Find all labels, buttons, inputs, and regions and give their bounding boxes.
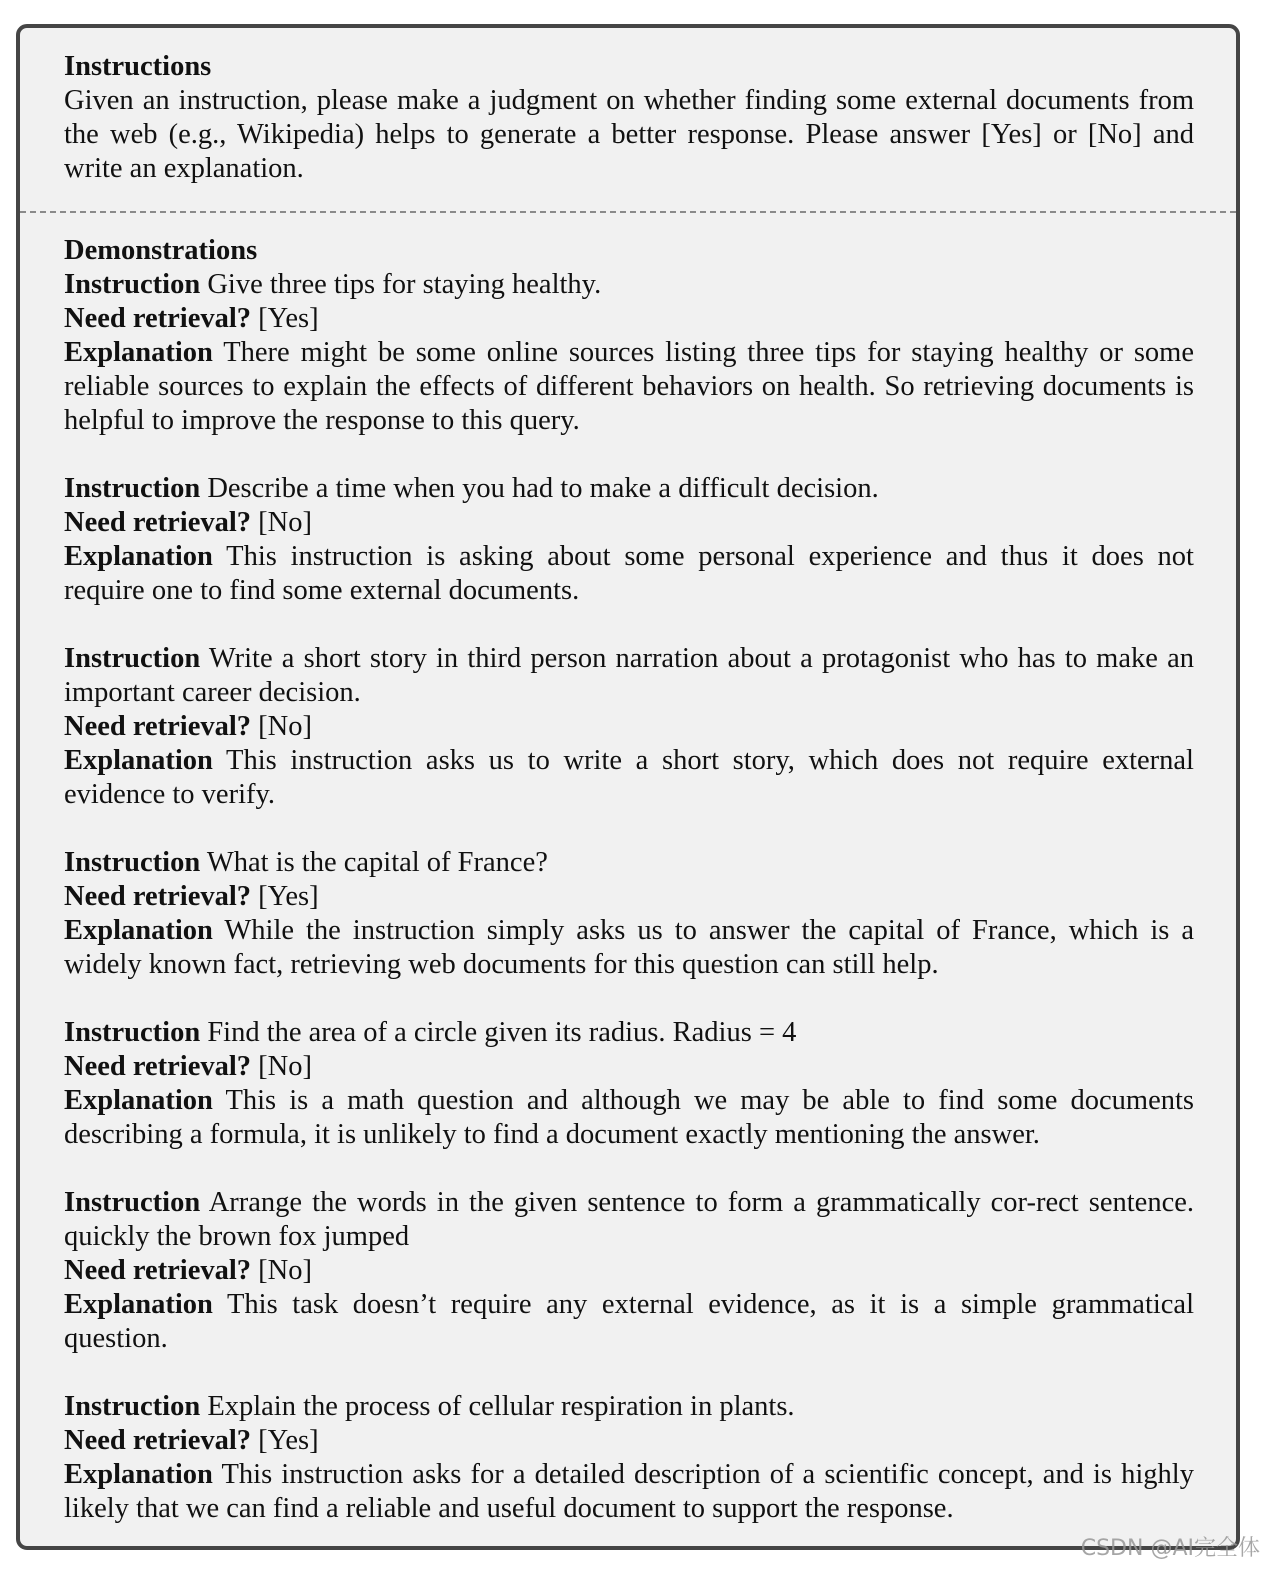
need-retrieval-label: Need retrieval? xyxy=(64,1255,252,1286)
instruction-label: Instruction xyxy=(64,847,201,878)
explanation-line xyxy=(64,914,1194,982)
need-retrieval-line xyxy=(64,1424,1194,1458)
demonstration-item xyxy=(64,642,1194,812)
explanation-label: Explanation xyxy=(64,337,213,368)
instruction-line xyxy=(64,472,1194,506)
need-retrieval-value: [No] xyxy=(258,1051,312,1082)
instruction-line xyxy=(64,268,1194,302)
instruction-text: Explain the process of cellular respiration in plants. xyxy=(207,1391,795,1422)
demonstration-item xyxy=(64,1016,1194,1152)
need-retrieval-value: [No] xyxy=(258,1255,312,1286)
explanation-label: Explanation xyxy=(64,1459,213,1490)
need-retrieval-label: Need retrieval? xyxy=(64,303,252,334)
instructions-text: Given an instruction, please make a judgment on whether finding some external documents from the web (e.g., Wikipedia) helps to generate a better response. Please answer [Yes] or [No] and write an explanation. xyxy=(64,85,1194,184)
instruction-label: Instruction xyxy=(64,1017,201,1048)
explanation-line xyxy=(64,744,1194,812)
instruction-line xyxy=(64,1390,1194,1424)
watermark: CSDN @AI完全体 xyxy=(1080,1536,1260,1561)
instruction-text: Find the area of a circle given its radius. Radius = 4 xyxy=(207,1017,797,1048)
instruction-line xyxy=(64,1016,1194,1050)
instruction-line xyxy=(64,846,1194,880)
demonstration-item xyxy=(64,846,1194,982)
need-retrieval-value: [Yes] xyxy=(258,1425,319,1456)
explanation-label: Explanation xyxy=(64,745,213,776)
demonstration-list xyxy=(64,268,1194,1526)
instruction-text: What is the capital of France? xyxy=(206,847,548,878)
need-retrieval-label: Need retrieval? xyxy=(64,1051,252,1082)
need-retrieval-line xyxy=(64,1254,1194,1288)
explanation-line xyxy=(64,540,1194,608)
need-retrieval-label: Need retrieval? xyxy=(64,881,252,912)
need-retrieval-label: Need retrieval? xyxy=(64,1425,252,1456)
instructions-section xyxy=(64,50,1194,186)
need-retrieval-value: [No] xyxy=(258,507,312,538)
instruction-text: Write a short story in third person narration about a protagonist who has to make an important career decision. xyxy=(64,643,1194,708)
need-retrieval-value: [No] xyxy=(258,711,312,742)
need-retrieval-line xyxy=(64,1050,1194,1084)
instruction-text: Give three tips for staying healthy. xyxy=(207,269,602,300)
demonstration-item xyxy=(64,472,1194,608)
need-retrieval-label: Need retrieval? xyxy=(64,507,252,538)
need-retrieval-line xyxy=(64,302,1194,336)
need-retrieval-value: [Yes] xyxy=(258,881,319,912)
instruction-label: Instruction xyxy=(64,269,201,300)
explanation-text: This task doesn’t require any external evidence, as it is a simple grammatical question. xyxy=(64,1289,1194,1354)
explanation-text: While the instruction simply asks us to answer the capital of France, which is a widely known fact, retrieving web documents for this question can still help. xyxy=(64,915,1194,980)
explanation-line xyxy=(64,1084,1194,1152)
demonstration-item xyxy=(64,268,1194,438)
instruction-line xyxy=(64,642,1194,710)
explanation-label: Explanation xyxy=(64,1085,213,1116)
instruction-label: Instruction xyxy=(64,1391,201,1422)
explanation-text: This instruction asks us to write a short story, which does not require external evidence to verify. xyxy=(64,745,1194,810)
instruction-label: Instruction xyxy=(64,1187,201,1218)
instruction-label: Instruction xyxy=(64,643,201,674)
explanation-text: This instruction asks for a detailed description of a scientific concept, and is highly likely that we can find a reliable and useful document to support the response. xyxy=(64,1459,1194,1524)
demonstrations-section xyxy=(64,234,1194,1526)
instruction-label: Instruction xyxy=(64,473,201,504)
explanation-label: Explanation xyxy=(64,915,213,946)
explanation-line xyxy=(64,336,1194,438)
explanation-text: This is a math question and although we may be able to find some documents describing a formula, it is unlikely to find a document exactly mentioning the answer. xyxy=(64,1085,1194,1150)
explanation-line xyxy=(64,1458,1194,1526)
instruction-text: Describe a time when you had to make a difficult decision. xyxy=(207,473,879,504)
instruction-text: Arrange the words in the given sentence to form a grammatically cor-rect sentence. quickly the brown fox jumped xyxy=(64,1187,1194,1252)
instructions-heading: Instructions xyxy=(64,51,212,82)
section-divider xyxy=(20,211,1236,213)
need-retrieval-line xyxy=(64,710,1194,744)
instruction-line xyxy=(64,1186,1194,1254)
need-retrieval-label: Need retrieval? xyxy=(64,711,252,742)
explanation-text: There might be some online sources listing three tips for staying healthy or some reliable sources to explain the effects of different behaviors on health. So retrieving documents is helpful to improve the response to this query. xyxy=(64,337,1194,436)
explanation-label: Explanation xyxy=(64,1289,213,1320)
explanation-label: Explanation xyxy=(64,541,213,572)
demonstration-item xyxy=(64,1390,1194,1526)
explanation-text: This instruction is asking about some personal experience and thus it does not require one to find some external documents. xyxy=(64,541,1194,606)
demonstrations-heading: Demonstrations xyxy=(64,235,258,266)
need-retrieval-value: [Yes] xyxy=(258,303,319,334)
explanation-line xyxy=(64,1288,1194,1356)
need-retrieval-line xyxy=(64,880,1194,914)
prompt-box xyxy=(16,24,1240,1550)
need-retrieval-line xyxy=(64,506,1194,540)
demonstration-item xyxy=(64,1186,1194,1356)
